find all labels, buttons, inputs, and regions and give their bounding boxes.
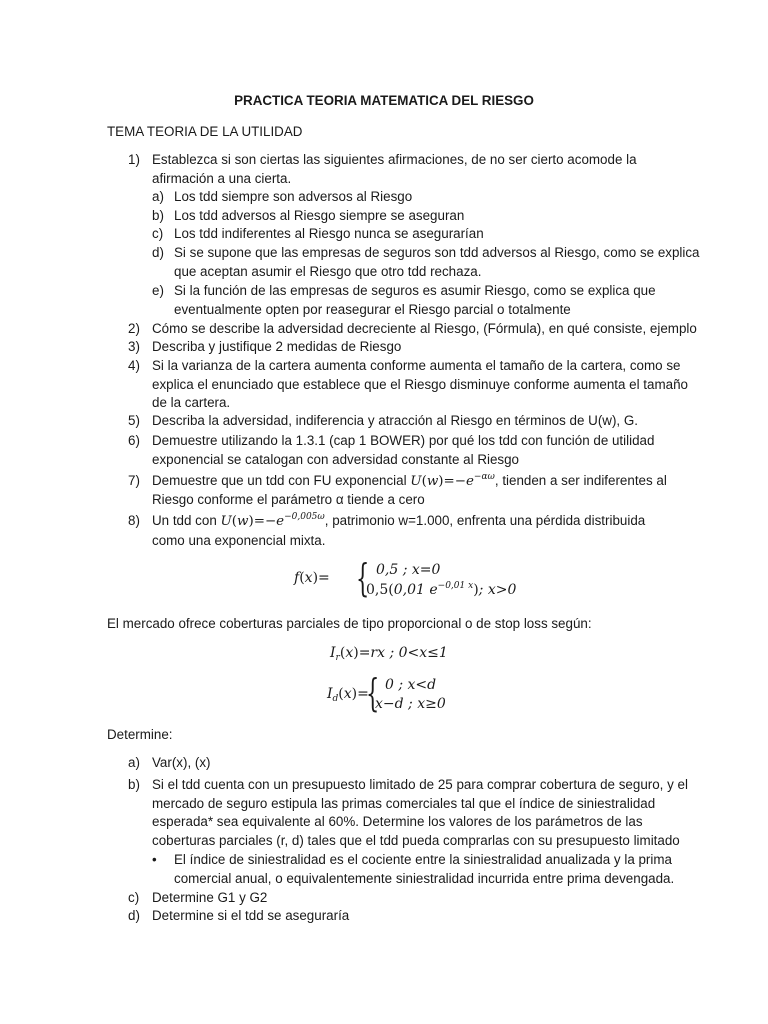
q1-line1: Establezca si son ciertas las siguientes afirmaciones, de no ser cierto acomode la [152,152,637,167]
q8-number: 8) [128,513,140,528]
q1-item-e-line1: Si la función de las empresas de seguros es asumir Riesgo, como se explica que [174,283,656,298]
part-c-text: Determine G1 y G2 [152,890,268,905]
q1-item-e-label: e) [152,283,164,298]
bullet-line1: El índice de siniestralidad es el cociente entre la siniestralidad anualizada y la prima [174,852,672,867]
part-b-label: b) [128,777,140,792]
q8-pre-text: Un tdd con [152,513,221,528]
fx-brace: { [356,556,370,600]
part-b-line3: esperada* sea equivalente al 60%. Determine los valores de los parámetros de las [152,814,643,829]
q4-line1: Si la varianza de la cartera aumenta conforme aumenta el tamaño de la cartera, como se [152,358,681,373]
document-title: PRACTICA TEORIA MATEMATICA DEL RIESGO [234,93,534,108]
part-d-label: d) [128,908,140,923]
q1-item-d-line1: Si se supone que las empresas de seguros son tdd adversos al Riesgo, como se explica [174,245,700,260]
ir-formula: $I_r(x)=rx$ ; 0<x≤1 [330,645,448,663]
q6-number: 6) [128,433,140,448]
id-case1: 0 ; x<d [385,677,437,693]
q4-line3: de la cartera. [152,395,231,410]
q8-line2: como una exponencial mixta. [152,533,326,548]
q8-line1 [152,513,645,529]
determine-heading: Determine: [107,727,173,742]
q2-text: Cómo se describe la adversidad decreciente al Riesgo, (Fórmula), en qué consiste, ejemplo [152,321,697,336]
q7-line2: Riesgo conforme el parámetro α tiende a cero [152,492,425,507]
q1-item-d-label: d) [152,245,164,260]
id-lhs: $I_d(x)=$ [327,686,369,704]
q1-item-e-line2: eventualmente opten por reasegurar el Riesgo parcial o totalmente [174,302,571,317]
q4-number: 4) [128,358,140,373]
part-b-line4: coberturas parciales (r, d) tales que el tdd pueda comprarlas con su presupuesto limitado [152,833,680,848]
q1-item-d-line2: que aceptan asumir el Riesgo que otro tdd rechaza. [174,264,482,279]
q2-number: 2) [128,321,140,336]
q3-text: Describa y justifique 2 medidas de Riesgo [152,339,402,354]
q8-post-text: , patrimonio w=1.000, enfrenta una pérdida distribuida [324,513,646,528]
q1-item-a-text: Los tdd siempre son adversos al Riesgo [174,189,413,204]
q7-utility-formula: $U(w)=-e^{-\alpha\omega}$ [410,472,495,489]
q4-line2: explica el enunciado que establece que el Riesgo disminuye conforme aumenta el tamaño [152,377,688,392]
q6-line1: Demuestre utilizando la 1.3.1 (cap 1 BOWER) por qué los tdd con función de utilidad [152,433,655,448]
q3-number: 3) [128,339,140,354]
q7-post-text: , tienden a ser indiferentes al [494,473,667,488]
market-paragraph: El mercado ofrece coberturas parciales de tipo proporcional o de stop loss según: [107,616,592,631]
id-brace: { [366,671,380,715]
q8-utility-formula: $U(w)=-e^{-0,005\omega}$ [220,512,325,529]
q7-number: 7) [128,473,140,488]
bullet-icon: • [152,852,157,867]
part-b-line1: Si el tdd cuenta con un presupuesto limitado de 25 para comprar cobertura de seguro, y el [152,777,688,792]
q1-line2: afirmación a una cierta. [152,171,292,186]
fx-lhs: f(x)= [294,570,330,586]
fx-case1: 0,5 ; x=0 [376,562,441,578]
q1-item-c-text: Los tdd indiferentes al Riesgo nunca se asegurarían [174,226,484,241]
id-case2: x−d ; x≥0 [375,696,446,712]
q1-item-c-label: c) [152,226,164,241]
part-a-label: a) [128,755,140,770]
q1-item-b-label: b) [152,208,164,223]
part-c-label: c) [128,890,140,905]
section-heading: TEMA TEORIA DE LA UTILIDAD [107,124,303,139]
q6-line2: exponencial se catalogan con adversidad constante al Riesgo [152,452,520,467]
q7-pre-text: Demuestre que un tdd con FU exponencial [152,473,411,488]
q1-number: 1) [128,152,140,167]
q5-number: 5) [128,413,140,428]
bullet-line2: comercial anual, o equivalentemente siniestralidad incurrida entre prima devengada. [174,871,675,886]
part-b-line2: mercado de seguro estipula las primas comerciales tal que el índice de siniestralidad [152,796,656,811]
part-a-text: Var(x), (x) [152,755,211,770]
fx-case2: 0,5(0,01 $e^{-0,01 x}$); x>0 [366,581,517,598]
q5-text: Describa la adversidad, indiferencia y atracción al Riesgo en términos de U(w), G. [152,413,638,428]
q1-item-a-label: a) [152,189,164,204]
q7-line1 [152,473,667,489]
q1-item-b-text: Los tdd adversos al Riesgo siempre se aseguran [174,208,465,223]
part-d-text: Determine si el tdd se aseguraría [152,908,350,923]
